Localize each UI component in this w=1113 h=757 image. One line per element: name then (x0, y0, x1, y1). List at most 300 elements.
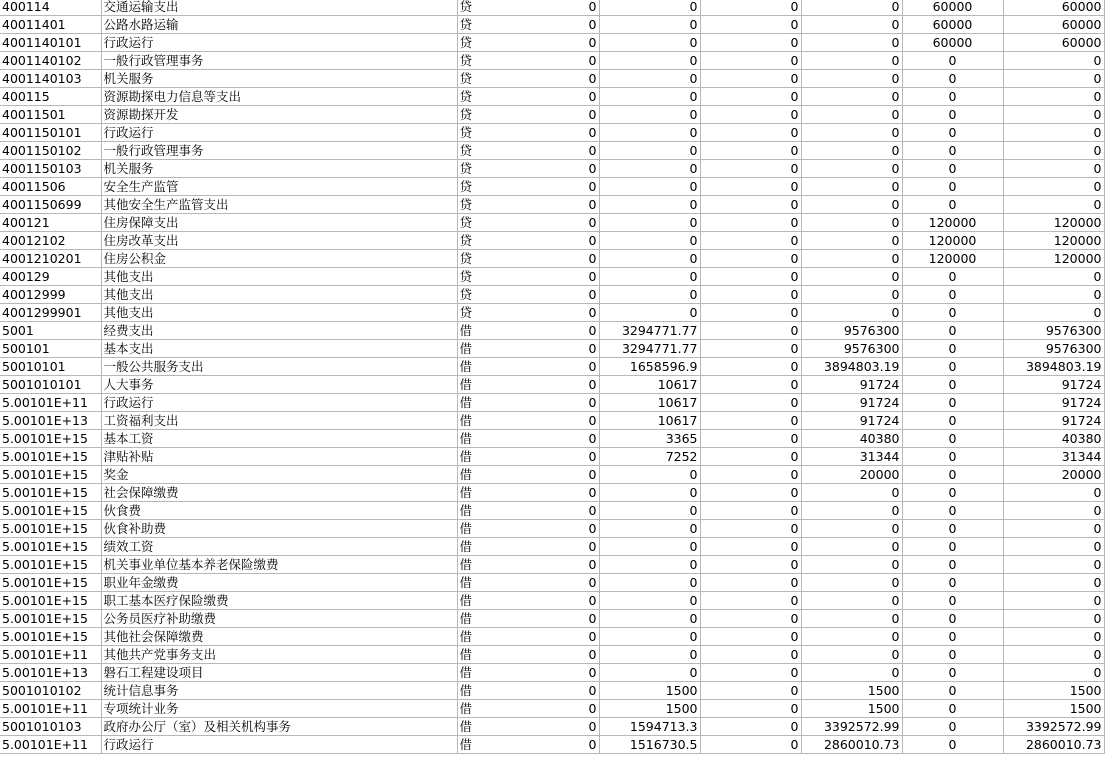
credit-amount-cell[interactable]: 0 (700, 304, 801, 322)
credit-ytd-cell[interactable]: 0 (902, 304, 1003, 322)
credit-amount-cell[interactable]: 0 (700, 484, 801, 502)
account-code-cell[interactable]: 5.00101E+15 (0, 610, 101, 628)
account-code-cell[interactable]: 5.00101E+11 (0, 646, 101, 664)
direction-cell[interactable] (457, 0, 599, 16)
direction-cell[interactable] (457, 178, 599, 196)
account-name-cell[interactable]: 资源勘探开发 (101, 106, 457, 124)
debit-amount-cell[interactable]: 1516730.5 (599, 736, 700, 754)
debit-ytd-cell[interactable]: 20000 (801, 466, 902, 484)
debit-amount-cell[interactable]: 1658596.9 (599, 358, 700, 376)
debit-ytd-cell[interactable]: 0 (801, 268, 902, 286)
debit-amount-cell[interactable]: 0 (599, 178, 700, 196)
ending-balance-cell[interactable]: 0 (1003, 592, 1104, 610)
debit-ytd-cell[interactable]: 0 (801, 610, 902, 628)
debit-amount-cell[interactable]: 0 (599, 70, 700, 88)
account-name-cell[interactable]: 安全生产监管 (101, 178, 457, 196)
direction-cell[interactable] (457, 610, 599, 628)
account-name-cell[interactable]: 其他支出 (101, 268, 457, 286)
credit-amount-cell[interactable]: 0 (700, 682, 801, 700)
ending-balance-cell[interactable]: 0 (1003, 178, 1104, 196)
account-code-cell[interactable]: 5.00101E+15 (0, 466, 101, 484)
account-name-cell[interactable]: 其他安全生产监管支出 (101, 196, 457, 214)
credit-ytd-cell[interactable]: 0 (902, 700, 1003, 718)
debit-amount-cell[interactable]: 0 (599, 214, 700, 232)
ending-balance-cell[interactable]: 120000 (1003, 214, 1104, 232)
debit-ytd-cell[interactable]: 0 (801, 232, 902, 250)
ending-balance-cell[interactable]: 0 (1003, 106, 1104, 124)
debit-amount-cell[interactable]: 0 (599, 556, 700, 574)
debit-amount-cell[interactable]: 0 (599, 646, 700, 664)
credit-amount-cell[interactable]: 0 (700, 214, 801, 232)
debit-amount-cell[interactable]: 0 (599, 34, 700, 52)
credit-amount-cell[interactable]: 0 (700, 718, 801, 736)
debit-ytd-cell[interactable]: 0 (801, 34, 902, 52)
ending-balance-cell[interactable]: 31344 (1003, 448, 1104, 466)
account-name-cell[interactable]: 其他社会保障缴费 (101, 628, 457, 646)
account-code-cell[interactable]: 5.00101E+15 (0, 574, 101, 592)
credit-amount-cell[interactable]: 0 (700, 0, 801, 16)
debit-amount-cell[interactable]: 1500 (599, 700, 700, 718)
account-code-cell[interactable]: 50010101 (0, 358, 101, 376)
account-name-cell[interactable]: 机关事业单位基本养老保险缴费 (101, 556, 457, 574)
debit-ytd-cell[interactable]: 0 (801, 556, 902, 574)
ending-balance-cell[interactable]: 0 (1003, 556, 1104, 574)
direction-cell[interactable] (457, 196, 599, 214)
direction-cell[interactable] (457, 700, 599, 718)
account-name-cell[interactable]: 其他支出 (101, 286, 457, 304)
ending-balance-cell[interactable]: 2860010.73 (1003, 736, 1104, 754)
account-name-cell[interactable]: 统计信息事务 (101, 682, 457, 700)
direction-cell[interactable] (457, 70, 599, 88)
debit-ytd-cell[interactable]: 0 (801, 538, 902, 556)
ending-balance-cell[interactable]: 0 (1003, 538, 1104, 556)
direction-cell[interactable] (457, 556, 599, 574)
credit-ytd-cell[interactable]: 0 (902, 628, 1003, 646)
direction-cell[interactable] (457, 232, 599, 250)
debit-ytd-cell[interactable]: 0 (801, 124, 902, 142)
credit-amount-cell[interactable]: 0 (700, 412, 801, 430)
account-name-cell[interactable]: 住房保障支出 (101, 214, 457, 232)
debit-amount-cell[interactable]: 0 (599, 592, 700, 610)
debit-ytd-cell[interactable]: 0 (801, 304, 902, 322)
credit-ytd-cell[interactable]: 120000 (902, 232, 1003, 250)
account-code-cell[interactable]: 5.00101E+15 (0, 592, 101, 610)
account-code-cell[interactable]: 500101 (0, 340, 101, 358)
debit-ytd-cell[interactable]: 0 (801, 70, 902, 88)
debit-amount-cell[interactable]: 0 (599, 466, 700, 484)
credit-ytd-cell[interactable]: 0 (902, 268, 1003, 286)
direction-cell[interactable] (457, 682, 599, 700)
credit-ytd-cell[interactable]: 0 (902, 358, 1003, 376)
debit-amount-cell[interactable]: 0 (599, 196, 700, 214)
account-name-cell[interactable]: 经费支出 (101, 322, 457, 340)
credit-ytd-cell[interactable]: 0 (902, 106, 1003, 124)
direction-cell[interactable] (457, 502, 599, 520)
direction-cell[interactable] (457, 484, 599, 502)
credit-amount-cell[interactable]: 0 (700, 628, 801, 646)
debit-amount-cell[interactable]: 3365 (599, 430, 700, 448)
credit-amount-cell[interactable]: 0 (700, 52, 801, 70)
account-name-cell[interactable]: 伙食补助费 (101, 520, 457, 538)
debit-ytd-cell[interactable]: 3392572.99 (801, 718, 902, 736)
debit-ytd-cell[interactable]: 0 (801, 160, 902, 178)
debit-ytd-cell[interactable]: 0 (801, 0, 902, 16)
credit-ytd-cell[interactable]: 0 (902, 322, 1003, 340)
account-name-cell[interactable]: 机关服务 (101, 160, 457, 178)
credit-ytd-cell[interactable]: 0 (902, 196, 1003, 214)
ending-balance-cell[interactable]: 0 (1003, 52, 1104, 70)
credit-ytd-cell[interactable]: 0 (902, 664, 1003, 682)
debit-amount-cell[interactable]: 0 (599, 124, 700, 142)
account-name-cell[interactable]: 职工基本医疗保险缴费 (101, 592, 457, 610)
credit-amount-cell[interactable]: 0 (700, 502, 801, 520)
credit-amount-cell[interactable]: 0 (700, 394, 801, 412)
ending-balance-cell[interactable]: 9576300 (1003, 340, 1104, 358)
debit-ytd-cell[interactable]: 0 (801, 178, 902, 196)
direction-cell[interactable] (457, 268, 599, 286)
debit-amount-cell[interactable]: 0 (599, 268, 700, 286)
credit-ytd-cell[interactable]: 0 (902, 610, 1003, 628)
credit-ytd-cell[interactable]: 0 (902, 682, 1003, 700)
debit-ytd-cell[interactable]: 0 (801, 664, 902, 682)
ending-balance-cell[interactable]: 0 (1003, 664, 1104, 682)
direction-cell[interactable] (457, 394, 599, 412)
account-name-cell[interactable]: 行政运行 (101, 124, 457, 142)
ending-balance-cell[interactable]: 0 (1003, 304, 1104, 322)
account-code-cell[interactable]: 400114 (0, 0, 101, 16)
credit-amount-cell[interactable]: 0 (700, 700, 801, 718)
account-name-cell[interactable]: 一般行政管理事务 (101, 52, 457, 70)
ending-balance-cell[interactable]: 3392572.99 (1003, 718, 1104, 736)
account-code-cell[interactable]: 40011501 (0, 106, 101, 124)
account-name-cell[interactable]: 行政运行 (101, 736, 457, 754)
credit-ytd-cell[interactable]: 0 (902, 538, 1003, 556)
credit-ytd-cell[interactable]: 0 (902, 646, 1003, 664)
account-name-cell[interactable]: 基本支出 (101, 340, 457, 358)
debit-ytd-cell[interactable]: 0 (801, 214, 902, 232)
ending-balance-cell[interactable]: 0 (1003, 502, 1104, 520)
account-code-cell[interactable]: 5.00101E+15 (0, 502, 101, 520)
account-code-cell[interactable]: 5001010101 (0, 376, 101, 394)
direction-cell[interactable] (457, 142, 599, 160)
credit-ytd-cell[interactable]: 0 (902, 556, 1003, 574)
debit-amount-cell[interactable]: 0 (599, 538, 700, 556)
account-code-cell[interactable]: 5001 (0, 322, 101, 340)
direction-cell[interactable] (457, 160, 599, 178)
ending-balance-cell[interactable]: 1500 (1003, 682, 1104, 700)
account-code-cell[interactable]: 400129 (0, 268, 101, 286)
credit-ytd-cell[interactable]: 0 (902, 124, 1003, 142)
credit-ytd-cell[interactable]: 120000 (902, 250, 1003, 268)
direction-cell[interactable] (457, 646, 599, 664)
account-name-cell[interactable]: 社会保障缴费 (101, 484, 457, 502)
direction-cell[interactable] (457, 106, 599, 124)
credit-amount-cell[interactable]: 0 (700, 142, 801, 160)
debit-ytd-cell[interactable]: 0 (801, 520, 902, 538)
account-code-cell[interactable]: 5001010102 (0, 682, 101, 700)
credit-ytd-cell[interactable]: 0 (902, 502, 1003, 520)
debit-ytd-cell[interactable]: 0 (801, 88, 902, 106)
ending-balance-cell[interactable]: 0 (1003, 160, 1104, 178)
account-name-cell[interactable]: 一般行政管理事务 (101, 142, 457, 160)
ending-balance-cell[interactable]: 0 (1003, 124, 1104, 142)
account-name-cell[interactable]: 基本工资 (101, 430, 457, 448)
account-code-cell[interactable]: 400115 (0, 88, 101, 106)
ending-balance-cell[interactable]: 120000 (1003, 250, 1104, 268)
debit-amount-cell[interactable]: 1594713.3 (599, 718, 700, 736)
credit-ytd-cell[interactable]: 0 (902, 376, 1003, 394)
debit-amount-cell[interactable]: 0 (599, 304, 700, 322)
credit-amount-cell[interactable]: 0 (700, 466, 801, 484)
credit-ytd-cell[interactable]: 0 (902, 412, 1003, 430)
debit-ytd-cell[interactable]: 2860010.73 (801, 736, 902, 754)
credit-ytd-cell[interactable]: 0 (902, 520, 1003, 538)
debit-amount-cell[interactable]: 10617 (599, 412, 700, 430)
credit-ytd-cell[interactable]: 0 (902, 574, 1003, 592)
debit-ytd-cell[interactable]: 31344 (801, 448, 902, 466)
account-code-cell[interactable]: 4001140102 (0, 52, 101, 70)
debit-amount-cell[interactable]: 0 (599, 520, 700, 538)
credit-ytd-cell[interactable]: 0 (902, 340, 1003, 358)
debit-ytd-cell[interactable]: 91724 (801, 376, 902, 394)
credit-ytd-cell[interactable]: 60000 (902, 34, 1003, 52)
debit-ytd-cell[interactable]: 40380 (801, 430, 902, 448)
direction-cell[interactable] (457, 538, 599, 556)
debit-ytd-cell[interactable]: 0 (801, 502, 902, 520)
account-code-cell[interactable]: 5.00101E+13 (0, 664, 101, 682)
account-name-cell[interactable]: 绩效工资 (101, 538, 457, 556)
debit-amount-cell[interactable]: 0 (599, 88, 700, 106)
direction-cell[interactable] (457, 592, 599, 610)
debit-ytd-cell[interactable]: 1500 (801, 700, 902, 718)
credit-ytd-cell[interactable]: 0 (902, 466, 1003, 484)
debit-amount-cell[interactable]: 7252 (599, 448, 700, 466)
account-code-cell[interactable]: 4001299901 (0, 304, 101, 322)
credit-ytd-cell[interactable]: 0 (902, 736, 1003, 754)
credit-amount-cell[interactable]: 0 (700, 448, 801, 466)
account-code-cell[interactable]: 40012999 (0, 286, 101, 304)
ending-balance-cell[interactable]: 120000 (1003, 232, 1104, 250)
account-code-cell[interactable]: 4001150102 (0, 142, 101, 160)
credit-ytd-cell[interactable]: 0 (902, 394, 1003, 412)
credit-amount-cell[interactable]: 0 (700, 592, 801, 610)
account-code-cell[interactable]: 5001010103 (0, 718, 101, 736)
credit-amount-cell[interactable]: 0 (700, 196, 801, 214)
account-name-cell[interactable]: 职业年金缴费 (101, 574, 457, 592)
ending-balance-cell[interactable]: 3894803.19 (1003, 358, 1104, 376)
debit-ytd-cell[interactable]: 91724 (801, 394, 902, 412)
credit-amount-cell[interactable]: 0 (700, 610, 801, 628)
debit-amount-cell[interactable]: 0 (599, 574, 700, 592)
debit-ytd-cell[interactable]: 0 (801, 142, 902, 160)
credit-amount-cell[interactable]: 0 (700, 538, 801, 556)
ending-balance-cell[interactable]: 0 (1003, 484, 1104, 502)
credit-amount-cell[interactable]: 0 (700, 646, 801, 664)
direction-cell[interactable] (457, 520, 599, 538)
credit-amount-cell[interactable]: 0 (700, 340, 801, 358)
account-name-cell[interactable]: 其他支出 (101, 304, 457, 322)
account-code-cell[interactable]: 4001140103 (0, 70, 101, 88)
credit-amount-cell[interactable]: 0 (700, 430, 801, 448)
direction-cell[interactable] (457, 250, 599, 268)
debit-amount-cell[interactable]: 0 (599, 52, 700, 70)
ending-balance-cell[interactable]: 0 (1003, 646, 1104, 664)
direction-cell[interactable] (457, 304, 599, 322)
debit-amount-cell[interactable]: 3294771.77 (599, 322, 700, 340)
debit-amount-cell[interactable]: 0 (599, 502, 700, 520)
account-name-cell[interactable]: 资源勘探电力信息等支出 (101, 88, 457, 106)
ending-balance-cell[interactable]: 60000 (1003, 0, 1104, 16)
credit-ytd-cell[interactable]: 0 (902, 160, 1003, 178)
account-name-cell[interactable]: 伙食费 (101, 502, 457, 520)
account-code-cell[interactable]: 4001150103 (0, 160, 101, 178)
credit-amount-cell[interactable]: 0 (700, 124, 801, 142)
credit-amount-cell[interactable]: 0 (700, 556, 801, 574)
account-name-cell[interactable]: 磐石工程建设项目 (101, 664, 457, 682)
debit-ytd-cell[interactable]: 0 (801, 574, 902, 592)
credit-ytd-cell[interactable]: 120000 (902, 214, 1003, 232)
debit-ytd-cell[interactable]: 0 (801, 592, 902, 610)
credit-amount-cell[interactable]: 0 (700, 286, 801, 304)
ending-balance-cell[interactable]: 91724 (1003, 394, 1104, 412)
direction-cell[interactable] (457, 376, 599, 394)
debit-ytd-cell[interactable]: 0 (801, 106, 902, 124)
debit-amount-cell[interactable]: 0 (599, 610, 700, 628)
account-name-cell[interactable]: 公务员医疗补助缴费 (101, 610, 457, 628)
debit-ytd-cell[interactable]: 3894803.19 (801, 358, 902, 376)
credit-amount-cell[interactable]: 0 (700, 574, 801, 592)
account-code-cell[interactable]: 5.00101E+11 (0, 700, 101, 718)
credit-ytd-cell[interactable]: 0 (902, 484, 1003, 502)
debit-amount-cell[interactable]: 3294771.77 (599, 340, 700, 358)
credit-ytd-cell[interactable]: 0 (902, 448, 1003, 466)
direction-cell[interactable] (457, 214, 599, 232)
ending-balance-cell[interactable]: 0 (1003, 88, 1104, 106)
debit-ytd-cell[interactable]: 9576300 (801, 322, 902, 340)
ending-balance-cell[interactable]: 20000 (1003, 466, 1104, 484)
debit-ytd-cell[interactable]: 0 (801, 646, 902, 664)
account-code-cell[interactable]: 5.00101E+15 (0, 484, 101, 502)
account-code-cell[interactable]: 4001210201 (0, 250, 101, 268)
direction-cell[interactable] (457, 16, 599, 34)
direction-cell[interactable] (457, 574, 599, 592)
debit-amount-cell[interactable]: 0 (599, 16, 700, 34)
account-name-cell[interactable]: 工资福利支出 (101, 412, 457, 430)
ending-balance-cell[interactable]: 9576300 (1003, 322, 1104, 340)
debit-amount-cell[interactable]: 0 (599, 484, 700, 502)
account-code-cell[interactable]: 400121 (0, 214, 101, 232)
ending-balance-cell[interactable]: 0 (1003, 628, 1104, 646)
ending-balance-cell[interactable]: 0 (1003, 196, 1104, 214)
debit-amount-cell[interactable]: 0 (599, 160, 700, 178)
debit-amount-cell[interactable]: 0 (599, 286, 700, 304)
debit-amount-cell[interactable]: 0 (599, 232, 700, 250)
credit-amount-cell[interactable]: 0 (700, 178, 801, 196)
ending-balance-cell[interactable]: 91724 (1003, 376, 1104, 394)
account-code-cell[interactable]: 40011401 (0, 16, 101, 34)
account-code-cell[interactable]: 4001140101 (0, 34, 101, 52)
ending-balance-cell[interactable]: 0 (1003, 286, 1104, 304)
direction-cell[interactable] (457, 52, 599, 70)
debit-amount-cell[interactable]: 0 (599, 628, 700, 646)
credit-ytd-cell[interactable]: 0 (902, 52, 1003, 70)
debit-ytd-cell[interactable]: 0 (801, 484, 902, 502)
ending-balance-cell[interactable]: 40380 (1003, 430, 1104, 448)
ending-balance-cell[interactable]: 91724 (1003, 412, 1104, 430)
account-code-cell[interactable]: 40011506 (0, 178, 101, 196)
credit-amount-cell[interactable]: 0 (700, 88, 801, 106)
credit-ytd-cell[interactable]: 0 (902, 178, 1003, 196)
account-name-cell[interactable]: 住房公积金 (101, 250, 457, 268)
ending-balance-cell[interactable]: 0 (1003, 520, 1104, 538)
credit-ytd-cell[interactable]: 0 (902, 430, 1003, 448)
debit-amount-cell[interactable]: 0 (599, 0, 700, 16)
ending-balance-cell[interactable]: 0 (1003, 610, 1104, 628)
account-code-cell[interactable]: 5.00101E+11 (0, 736, 101, 754)
account-name-cell[interactable]: 行政运行 (101, 394, 457, 412)
debit-amount-cell[interactable]: 10617 (599, 376, 700, 394)
ending-balance-cell[interactable]: 60000 (1003, 34, 1104, 52)
debit-ytd-cell[interactable]: 91724 (801, 412, 902, 430)
debit-ytd-cell[interactable]: 0 (801, 250, 902, 268)
direction-cell[interactable] (457, 88, 599, 106)
account-name-cell[interactable]: 公路水路运输 (101, 16, 457, 34)
credit-amount-cell[interactable]: 0 (700, 322, 801, 340)
account-code-cell[interactable]: 5.00101E+13 (0, 412, 101, 430)
debit-ytd-cell[interactable]: 0 (801, 196, 902, 214)
credit-amount-cell[interactable]: 0 (700, 250, 801, 268)
credit-ytd-cell[interactable]: 60000 (902, 16, 1003, 34)
direction-cell[interactable] (457, 718, 599, 736)
direction-cell[interactable] (457, 412, 599, 430)
ending-balance-cell[interactable]: 1500 (1003, 700, 1104, 718)
credit-amount-cell[interactable]: 0 (700, 160, 801, 178)
ending-balance-cell[interactable]: 0 (1003, 574, 1104, 592)
credit-amount-cell[interactable]: 0 (700, 16, 801, 34)
debit-amount-cell[interactable]: 0 (599, 142, 700, 160)
direction-cell[interactable] (457, 736, 599, 754)
account-name-cell[interactable]: 交通运输支出 (101, 0, 457, 16)
credit-ytd-cell[interactable]: 0 (902, 88, 1003, 106)
account-name-cell[interactable]: 行政运行 (101, 34, 457, 52)
credit-amount-cell[interactable]: 0 (700, 34, 801, 52)
account-name-cell[interactable]: 人大事务 (101, 376, 457, 394)
direction-cell[interactable] (457, 322, 599, 340)
debit-ytd-cell[interactable]: 9576300 (801, 340, 902, 358)
direction-cell[interactable] (457, 358, 599, 376)
credit-amount-cell[interactable]: 0 (700, 106, 801, 124)
account-name-cell[interactable]: 津贴补贴 (101, 448, 457, 466)
debit-amount-cell[interactable]: 10617 (599, 394, 700, 412)
credit-ytd-cell[interactable]: 0 (902, 70, 1003, 88)
account-code-cell[interactable]: 5.00101E+11 (0, 394, 101, 412)
ending-balance-cell[interactable]: 0 (1003, 70, 1104, 88)
debit-amount-cell[interactable]: 1500 (599, 682, 700, 700)
debit-ytd-cell[interactable]: 0 (801, 52, 902, 70)
credit-ytd-cell[interactable]: 60000 (902, 0, 1003, 16)
debit-ytd-cell[interactable]: 0 (801, 628, 902, 646)
direction-cell[interactable] (457, 340, 599, 358)
debit-amount-cell[interactable]: 0 (599, 106, 700, 124)
account-code-cell[interactable]: 4001150101 (0, 124, 101, 142)
account-name-cell[interactable]: 奖金 (101, 466, 457, 484)
account-code-cell[interactable]: 5.00101E+15 (0, 448, 101, 466)
credit-amount-cell[interactable]: 0 (700, 664, 801, 682)
credit-ytd-cell[interactable]: 0 (902, 142, 1003, 160)
account-code-cell[interactable]: 5.00101E+15 (0, 430, 101, 448)
account-code-cell[interactable]: 4001150699 (0, 196, 101, 214)
credit-amount-cell[interactable]: 0 (700, 70, 801, 88)
